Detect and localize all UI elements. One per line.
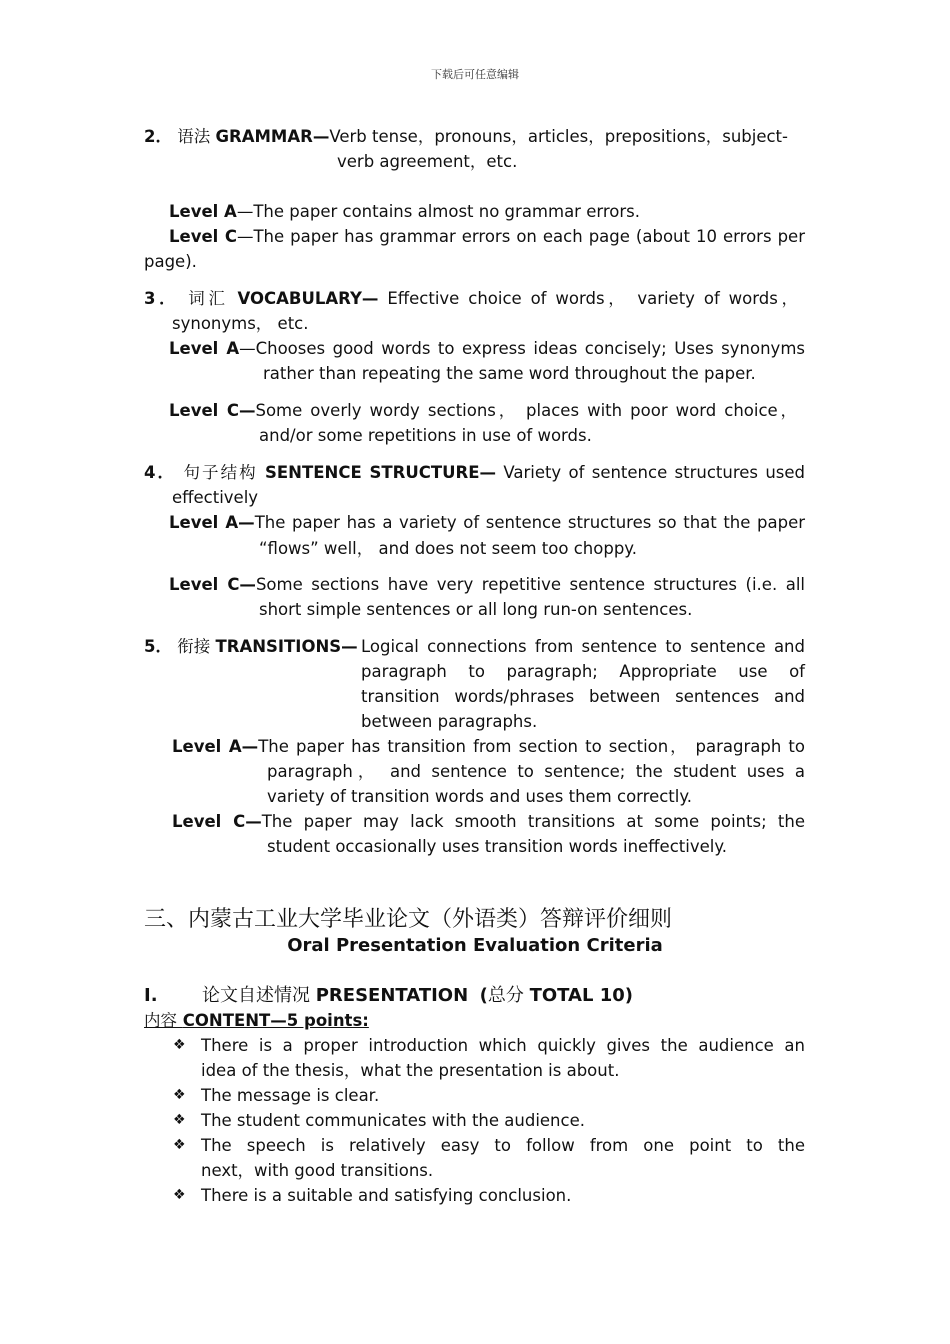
vocabulary-en: VOCABULARY— <box>237 289 379 308</box>
grammar-cn: 语法 <box>177 127 211 146</box>
vocabulary-level-a-text-2: rather than repeating the same word throughout the paper. <box>263 364 756 383</box>
transitions-level-c-label: Level C— <box>172 812 262 831</box>
sentence-en: SENTENCE STRUCTURE— <box>265 463 497 482</box>
presentation-cn: 论文自述情况 <box>202 985 310 1006</box>
sentence-heading <box>144 460 805 485</box>
grammar-level-a-label: Level A <box>169 202 237 221</box>
sentence-cn: 句子结构 <box>183 463 258 482</box>
transitions-level-c <box>172 809 805 834</box>
vocabulary-cn: 词汇 <box>188 289 229 308</box>
sentence-level-c-text-1: Some sections have very repetitive sentence structures (i.e. all <box>255 575 805 594</box>
grammar-heading <box>144 124 788 149</box>
vocabulary-desc-2: synonyms， etc. <box>172 314 309 333</box>
presentation-en: PRESENTATION <box>315 985 469 1006</box>
presentation-title <box>202 983 633 1008</box>
vocabulary-desc-1: Effective choice of words， variety of words， <box>387 289 799 308</box>
transitions-level-a-text-2: paragraph， and sentence to sentence; the student uses a <box>267 762 805 781</box>
bullet-5-line-1: There is a suitable and satisfying conclusion. <box>201 1186 572 1205</box>
grammar-desc-1: Verb tense，pronouns，articles，prepositions，subject- <box>329 127 788 146</box>
sentence-level-a-text-1: The paper has a variety of sentence structures so that the paper <box>254 513 806 532</box>
sentence-level-c-label: Level C— <box>169 575 256 594</box>
presentation-total-open: ( <box>479 985 488 1006</box>
transitions-level-a-text-1: The paper has transition from section to section， paragraph to <box>258 737 805 756</box>
transitions-level-a <box>172 734 805 759</box>
content-heading <box>144 1008 369 1033</box>
sentence-level-a-label: Level A— <box>169 513 255 532</box>
section-3-title-en: Oral Presentation Evaluation Criteria <box>287 935 663 956</box>
transitions-desc-4: between paragraphs. <box>361 712 538 731</box>
presentation-number: I. <box>144 985 158 1006</box>
sentence-level-c <box>169 572 805 597</box>
transitions-level-a-label: Level A— <box>172 737 259 756</box>
transitions-cn: 衔接 <box>177 637 211 656</box>
transitions-en: TRANSITIONS— <box>215 637 358 656</box>
bullet-1-line-1: There is a proper introduction which quickly gives the audience an <box>201 1036 805 1055</box>
vocabulary-level-a-text-1: —Chooses good words to express ideas concisely; Uses synonyms <box>239 339 805 358</box>
bullet-2-line-1: The message is clear. <box>201 1086 380 1105</box>
transitions-level-c-text-2: student occasionally uses transition words ineffectively. <box>267 837 727 856</box>
presentation-total-cn: 总分 <box>487 985 524 1006</box>
grammar-number: 2． <box>144 127 172 146</box>
sentence-desc-1: Variety of sentence structures used <box>503 463 806 482</box>
diamond-bullet-icon: ❖ <box>173 1137 186 1153</box>
sentence-desc-2: effectively <box>172 488 259 507</box>
presentation-total-en: TOTAL 10) <box>529 985 633 1006</box>
bullet-1-line-2: idea of the thesis，what the presentation is about. <box>201 1061 620 1080</box>
content-cn: 内容 <box>144 1011 177 1030</box>
bullet-4-line-1: The speech is relatively easy to follow from one point to the <box>201 1136 805 1155</box>
sentence-level-a-text-2: “flows” well， and does not seem too choppy. <box>259 539 637 558</box>
transitions-desc-3: transition words/phrases between sentences and <box>361 687 805 706</box>
vocabulary-level-c <box>169 398 797 423</box>
vocabulary-level-a-label: Level A <box>169 339 240 358</box>
bullet-3-line-1: The student communicates with the audience. <box>201 1111 585 1130</box>
sentence-level-a <box>169 510 805 535</box>
grammar-desc-2: verb agreement，etc. <box>337 152 518 171</box>
vocabulary-heading <box>144 286 798 311</box>
vocabulary-number: 3． <box>144 289 180 308</box>
diamond-bullet-icon: ❖ <box>173 1037 186 1053</box>
section-3-title-cn: 三、内蒙古工业大学毕业论文（外语类）答辩评价细则 <box>144 907 673 932</box>
sentence-level-c-text-2: short simple sentences or all long run-on sentences. <box>259 600 693 619</box>
grammar-level-a <box>169 199 640 224</box>
transitions-number: 5． <box>144 637 172 656</box>
presentation-heading <box>144 983 158 1008</box>
bullet-4-line-2: next，with good transitions. <box>201 1161 434 1180</box>
diamond-bullet-icon: ❖ <box>173 1187 186 1203</box>
grammar-level-c-text-2: page). <box>144 252 197 271</box>
grammar-level-c-text-1: —The paper has grammar errors on each page (about 10 errors per <box>236 227 805 246</box>
transitions-desc-1: Logical connections from sentence to sentence and <box>361 637 805 656</box>
diamond-bullet-icon: ❖ <box>173 1112 186 1128</box>
vocabulary-level-c-label: Level C— <box>169 401 256 420</box>
transitions-level-c-text-1: The paper may lack smooth transitions at some points; the <box>261 812 805 831</box>
transitions-desc-2: paragraph to paragraph; Appropriate use of <box>361 662 805 681</box>
vocabulary-level-c-text-2: and/or some repetitions in use of words. <box>259 426 592 445</box>
transitions-heading <box>144 634 358 659</box>
sentence-number: 4． <box>144 463 177 482</box>
vocabulary-level-a <box>169 336 805 361</box>
diamond-bullet-icon: ❖ <box>173 1087 186 1103</box>
grammar-en: GRAMMAR— <box>215 127 330 146</box>
grammar-level-c-label: Level C <box>169 227 237 246</box>
grammar-level-c <box>169 224 805 249</box>
grammar-level-a-text: —The paper contains almost no grammar errors. <box>236 202 640 221</box>
vocabulary-level-c-text-1: Some overly wordy sections， places with poor word choice， <box>255 401 797 420</box>
content-en: CONTENT—5 points: <box>182 1011 369 1030</box>
page-header: 下载后可任意编辑 <box>431 68 519 81</box>
transitions-level-a-text-3: variety of transition words and uses them correctly. <box>267 787 693 806</box>
